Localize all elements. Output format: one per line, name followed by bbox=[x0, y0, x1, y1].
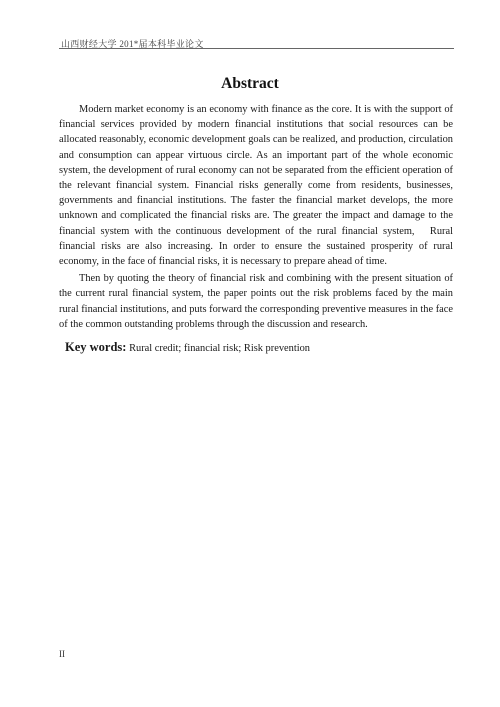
keywords-value: Rural credit; financial risk; Risk prevention bbox=[129, 343, 310, 354]
abstract-paragraph-2: Then by quoting the theory of financial risk and combining with the present situation of the current rural financial system, the paper points out the risk problems faced by the main rural financial institutions, and puts forward the corresponding preventive measures in the face of the common outstanding problems through the discussion and research. bbox=[59, 273, 453, 330]
page-number: II bbox=[59, 649, 65, 659]
abstract-body bbox=[59, 102, 453, 332]
abstract-title: Abstract bbox=[221, 75, 279, 92]
running-header: 山西财经大学 201*届本科毕业论文 bbox=[61, 39, 204, 49]
keywords-label: Key words: bbox=[65, 340, 127, 354]
abstract-paragraph-1: Modern market economy is an economy with finance as the core. It is with the support of financial services provided by modern financial institutions that social resources can be allocated reasonably, economic development goals can be realized, and production, circulation and consumption can appear virtuous circle. As an important part of the whole economic system, the development of rural economy can not be separated from the efficient operation of the relevant financial system. Financial risks generally come from residents, businesses, governments and financial institutions. The faster the financial market develops, the more unknown and complicated the financial risks are. The greater the impact and damage to the financial system with the continuous development of the rural financial system, Rural financial risks are also increasing. In order to ensure the sustained prosperity of rural economy, in the face of financial risks, it is necessary to prepare ahead of time. bbox=[59, 104, 453, 268]
keywords-line bbox=[65, 340, 310, 355]
header-rule bbox=[59, 48, 454, 49]
